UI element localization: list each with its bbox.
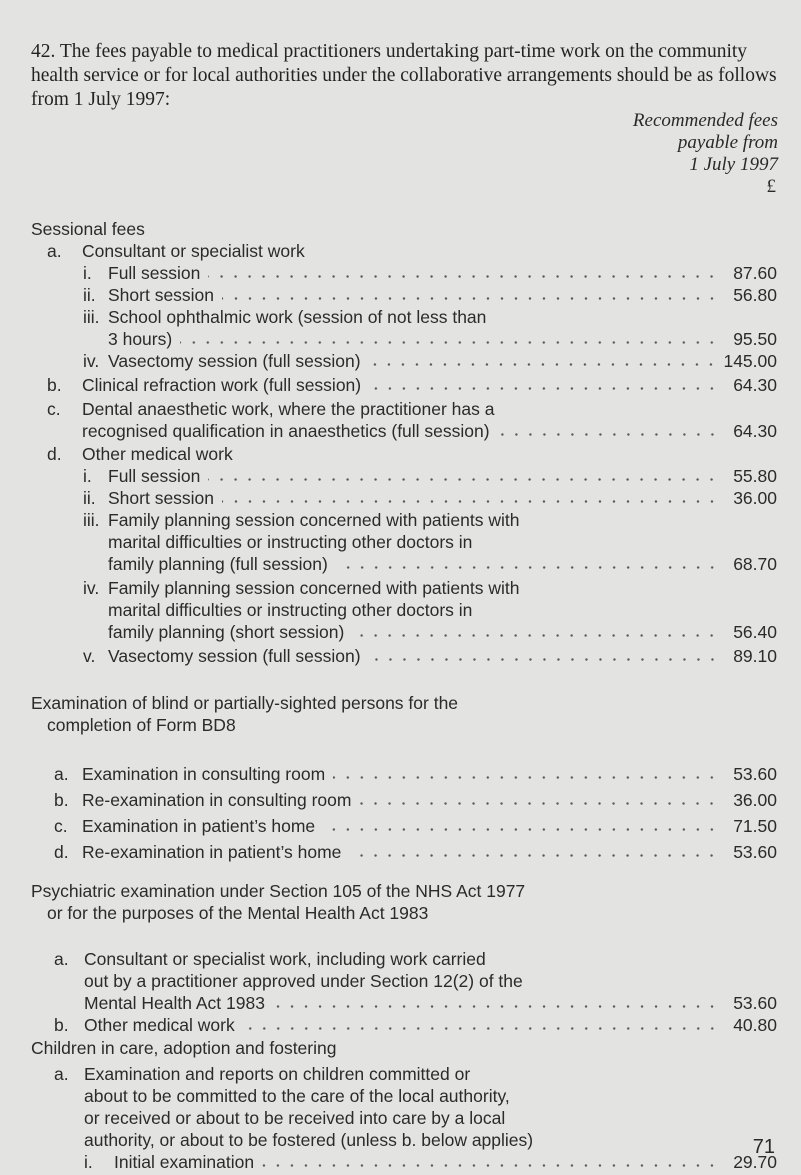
fee-row: i. Full session 87.60 [83, 263, 777, 283]
section-title-sessional: Sessional fees [31, 219, 145, 239]
fee-row: recognised qualification in anaesthetics (full session) 64.30 [82, 421, 777, 441]
fee-row: ii. Short session 36.00 [83, 488, 777, 508]
fee-row-text: marital difficulties or instructing other doctors in [108, 600, 473, 620]
fee-row: b. Clinical refraction work (full session) 64.30 [47, 375, 777, 395]
fee-row: 3 hours) 95.50 [108, 329, 777, 349]
section-title-blind-2: completion of Form BD8 [47, 715, 236, 735]
fee-row-text: iii. Family planning session concerned with patients with [83, 510, 520, 530]
fee-amount: 95.50 [733, 329, 777, 349]
fee-row-text: marital difficulties or instructing other doctors in [108, 532, 473, 552]
fee-header-line-2: payable from [677, 132, 778, 153]
section-title-psych-1: Psychiatric examination under Section 105 of the NHS Act 1977 [31, 881, 526, 901]
fee-amount: 40.80 [733, 1015, 777, 1035]
fee-row-text: c. Dental anaesthetic work, where the practitioner has a [47, 399, 495, 419]
fee-row: a. Examination in consulting room 53.60 [54, 764, 777, 784]
fee-amount: 145.00 [723, 351, 777, 371]
fee-amount: 55.80 [733, 466, 777, 486]
fee-row: family planning (full session) 68.70 [108, 554, 777, 574]
fee-row: Mental Health Act 1983 53.60 [84, 993, 777, 1013]
intro-paragraph: 42. The fees payable to medical practitioners undertaking part-time work on the community health service or for local authorities under the collaborative arrangements should be as follows from 1 July 1997: [31, 41, 777, 110]
fee-amount: 36.00 [733, 488, 777, 508]
fee-header-line-3: 1 July 1997 [689, 154, 778, 175]
fee-row: family planning (short session) 56.40 [108, 622, 777, 642]
fee-row-text: out by a practitioner approved under Section 12(2) of the [84, 971, 523, 991]
sessional-d-heading: d. Other medical work [47, 444, 233, 464]
fee-amount: 68.70 [733, 554, 777, 574]
fee-row: i. Full session 55.80 [83, 466, 777, 486]
sessional-a-heading: a. Consultant or specialist work [47, 241, 305, 261]
fee-row: b. Re-examination in consulting room 36.00 [54, 790, 777, 810]
fee-amount: 89.10 [733, 646, 777, 666]
fee-amount: 64.30 [733, 421, 777, 441]
fee-row: b. Other medical work 40.80 [54, 1015, 777, 1035]
page-number: 71 [752, 1136, 775, 1158]
fee-row-text: iii. School ophthalmic work (session of not less than [83, 307, 487, 327]
currency-symbol: £ [766, 176, 776, 197]
fee-row: ii. Short session 56.80 [83, 285, 777, 305]
section-title-blind-1: Examination of blind or partially-sighted persons for the [31, 693, 459, 713]
fee-amount: 71.50 [733, 816, 777, 836]
fee-amount: 36.00 [733, 790, 777, 810]
fee-amount: 29.70 [733, 1152, 777, 1172]
fee-row-text: authority, or about to be fostered (unless b. below applies) [84, 1130, 534, 1150]
fee-row-text: about to be committed to the care of the local authority, [84, 1086, 510, 1106]
fee-amount: 53.60 [733, 993, 777, 1013]
fee-amount: 64.30 [733, 375, 777, 395]
fee-amount: 53.60 [733, 842, 777, 862]
fee-row: iv. Vasectomy session (full session) 145.00 [83, 351, 777, 371]
section-title-children: Children in care, adoption and fostering [31, 1038, 337, 1058]
fee-row: d. Re-examination in patient’s home 53.60 [54, 842, 777, 862]
section-title-psych-2: or for the purposes of the Mental Health Act 1983 [47, 903, 429, 923]
fee-row: c. Examination in patient’s home 71.50 [54, 816, 777, 836]
fee-column-header [633, 110, 778, 198]
fee-header-line-1: Recommended fees [632, 110, 778, 131]
fee-row-text: or received or about to be received into care by a local [84, 1108, 506, 1128]
fee-amount: 56.40 [733, 622, 777, 642]
fee-amount: 87.60 [733, 263, 777, 283]
fee-row: v. Vasectomy session (full session) 89.10 [83, 646, 777, 666]
fee-amount: 56.80 [733, 285, 777, 305]
fee-row: i. Initial examination 29.70 [84, 1152, 777, 1172]
fee-row-text: iv. Family planning session concerned with patients with [83, 578, 520, 598]
fee-row-text: a. Consultant or specialist work, including work carried [54, 949, 486, 969]
fee-row-text: a. Examination and reports on children committed or [54, 1064, 471, 1084]
fee-amount: 53.60 [733, 764, 777, 784]
